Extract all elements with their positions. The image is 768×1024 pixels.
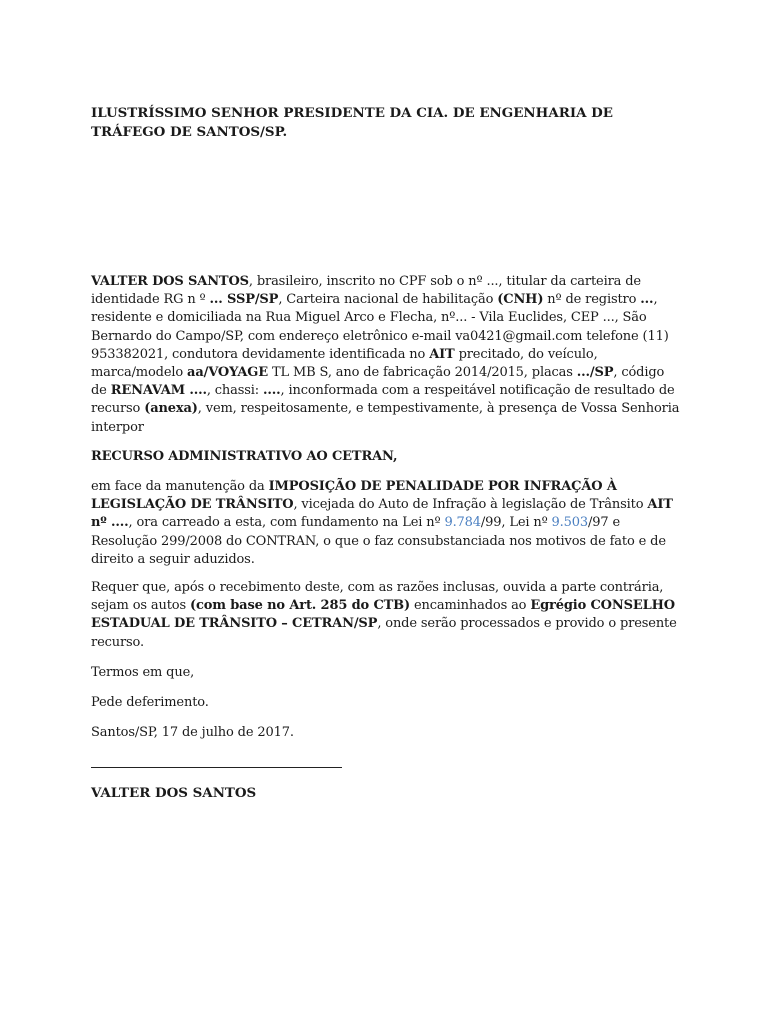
text-span: , brasileiro, inscrito no CPF sob o nº ..., titular da carteira de identidade RG n º <box>91 274 641 308</box>
text-span: , inconformada com a respeitável notificação de resultado de recurso <box>91 383 675 417</box>
request-paragraph <box>91 579 683 652</box>
ait-number: AIT nº .... <box>91 497 673 531</box>
qualification-paragraph <box>91 273 683 437</box>
recurso-title: RECURSO ADMINISTRATIVO AO CETRAN, <box>91 449 398 464</box>
anexa-label: (anexa) <box>144 401 198 417</box>
ait-label: AIT <box>429 346 455 362</box>
text-span: , chassi: <box>206 383 264 399</box>
closing-termos: Termos em que, <box>91 665 195 680</box>
law-9784-link[interactable]: 9.784 <box>444 515 481 531</box>
text-span: em face da manutenção da <box>91 479 269 494</box>
text-span: , vicejada do Auto de Infração à legislação de Trânsito <box>293 497 648 513</box>
text-span: , código de <box>91 365 665 399</box>
text-span: /97 e Resolução 299/2008 do CONTRAN, o que o faz consubstanciada nos motivos de fato e de direito a seguir aduzidos. <box>91 515 666 567</box>
text-span: nº de registro <box>543 292 641 308</box>
cnh-label: (CNH) <box>497 292 544 308</box>
chassi-number: .... <box>263 383 281 399</box>
law-9503-link[interactable]: 9.503 <box>551 515 589 531</box>
signature-line <box>91 767 342 768</box>
text-span: , Carteira nacional de habilitação <box>278 292 498 308</box>
renavam-code: RENAVAM .... <box>110 383 207 399</box>
closing-pede: Pede deferimento. <box>91 695 209 710</box>
vehicle-model: aa/VOYAGE <box>187 365 269 381</box>
text-span: encaminhados ao <box>410 598 531 614</box>
text-span: TL MB S, ano de fabricação 2014/2015, placas <box>268 365 577 381</box>
text-span: , onde serão processados e provido o presente recurso. <box>91 616 677 650</box>
text-span: , ora carreado a esta, com fundamento na Lei nº <box>128 515 445 531</box>
cnh-number: ... <box>640 292 654 308</box>
vehicle-plate: .../SP <box>576 365 614 381</box>
ctb-reference: (com base no Art. 285 do CTB) <box>189 598 411 614</box>
text-span: /99, Lei nº <box>480 515 552 531</box>
text-span: , vem, respeitosamente, e tempestivamente, à presença de Vossa Senhoria interpor <box>91 401 680 435</box>
text-span: , residente e domiciliada na Rua Miguel Arco e Flecha, nº... - Vila Euclides, CEP ..., São Bernardo do Campo/SP, com endereço eletrônico e-mail va0421@gmail.com telefone (11) 953382021, condutora devidamente identificada no <box>91 292 669 362</box>
signature-name: VALTER DOS SANTOS <box>91 785 257 801</box>
grounds-paragraph <box>91 478 683 569</box>
document-heading: ILUSTRÍSSIMO SENHOR PRESIDENTE DA CIA. DE ENGENHARIA DE TRÁFEGO DE SANTOS/SP. <box>91 105 613 140</box>
cetran-council: Egrégio CONSELHO ESTADUAL DE TRÂNSITO – CETRAN/SP <box>91 598 675 632</box>
text-span: precitado, do veículo, marca/modelo <box>91 346 598 381</box>
penalty-title: IMPOSIÇÃO DE PENALIDADE POR INFRAÇÃO À LEGISLAÇÃO DE TRÂNSITO <box>91 479 617 513</box>
petitioner-name: VALTER DOS SANTOS <box>91 274 249 289</box>
text-span: Requer que, após o recebimento deste, com as razões inclusas, ouvida a parte contrária, sejam os autos <box>91 580 664 614</box>
place-date: Santos/SP, 17 de julho de 2017. <box>91 725 294 740</box>
rg-number: ... SSP/SP <box>209 292 279 308</box>
